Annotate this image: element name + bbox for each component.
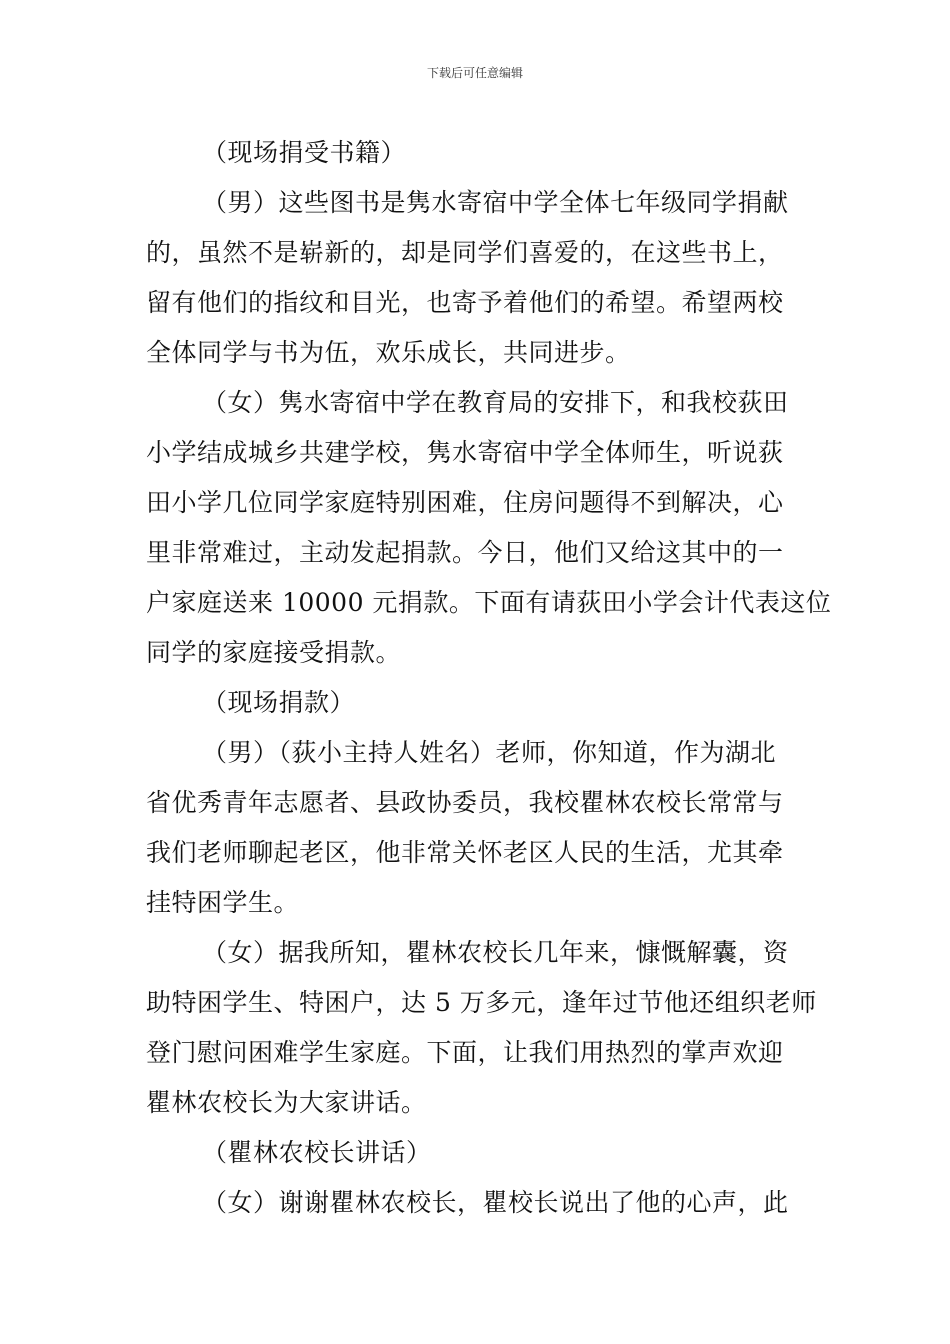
document-body [146,128,832,1228]
text-line: （女）据我所知，瞿林农校长几年来，慷慨解囊，资 [202,938,789,967]
text-line: （现场捐受书籍） [202,138,407,167]
text-line: （现场捐款） [202,688,356,717]
text-line: 户家庭送来 10000 元捐款。下面有请荻田小学会计代表这位 [146,588,832,617]
text-line: （女）谢谢瞿林农校长，瞿校长说出了他的心声，此 [202,1188,789,1217]
text-line: 挂特困学生。 [146,888,300,917]
text-line: 我们老师聊起老区，他非常关怀老区人民的生活，尤其牵 [146,838,784,867]
text-line: （男）这些图书是隽水寄宿中学全体七年级同学捐献 [202,188,789,217]
page-header: 下载后可任意编辑 [426,66,523,80]
text-line: 登门慰问困难学生家庭。下面，让我们用热烈的掌声欢迎 [146,1038,784,1067]
text-line: （男）（荻小主持人姓名）老师，你知道，作为湖北 [202,738,777,767]
text-line: 同学的家庭接受捐款。 [146,638,402,667]
text-line: （女）隽水寄宿中学在教育局的安排下，和我校荻田 [202,388,789,417]
text-line: 助特困学生、特困户，达 5 万多元，逢年过节他还组织老师 [146,988,817,1017]
text-line: （瞿林农校长讲话） [202,1138,432,1167]
text-line: 田小学几位同学家庭特别困难，住房问题得不到解决，心 [146,488,784,517]
text-line: 瞿林农校长为大家讲话。 [146,1088,427,1117]
text-line: 小学结成城乡共建学校，隽水寄宿中学全体师生，听说荻 [146,438,784,467]
text-line: 里非常难过，主动发起捐款。今日，他们又给这其中的一 [146,538,784,567]
text-line: 全体同学与书为伍，欢乐成长，共同进步。 [146,338,631,367]
text-line: 省优秀青年志愿者、县政协委员，我校瞿林农校长常常与 [146,788,784,817]
text-line: 留有他们的指纹和目光，也寄予着他们的希望。希望两校 [146,288,784,317]
text-line: 的，虽然不是崭新的，却是同学们喜爱的，在这些书上， [146,238,784,267]
